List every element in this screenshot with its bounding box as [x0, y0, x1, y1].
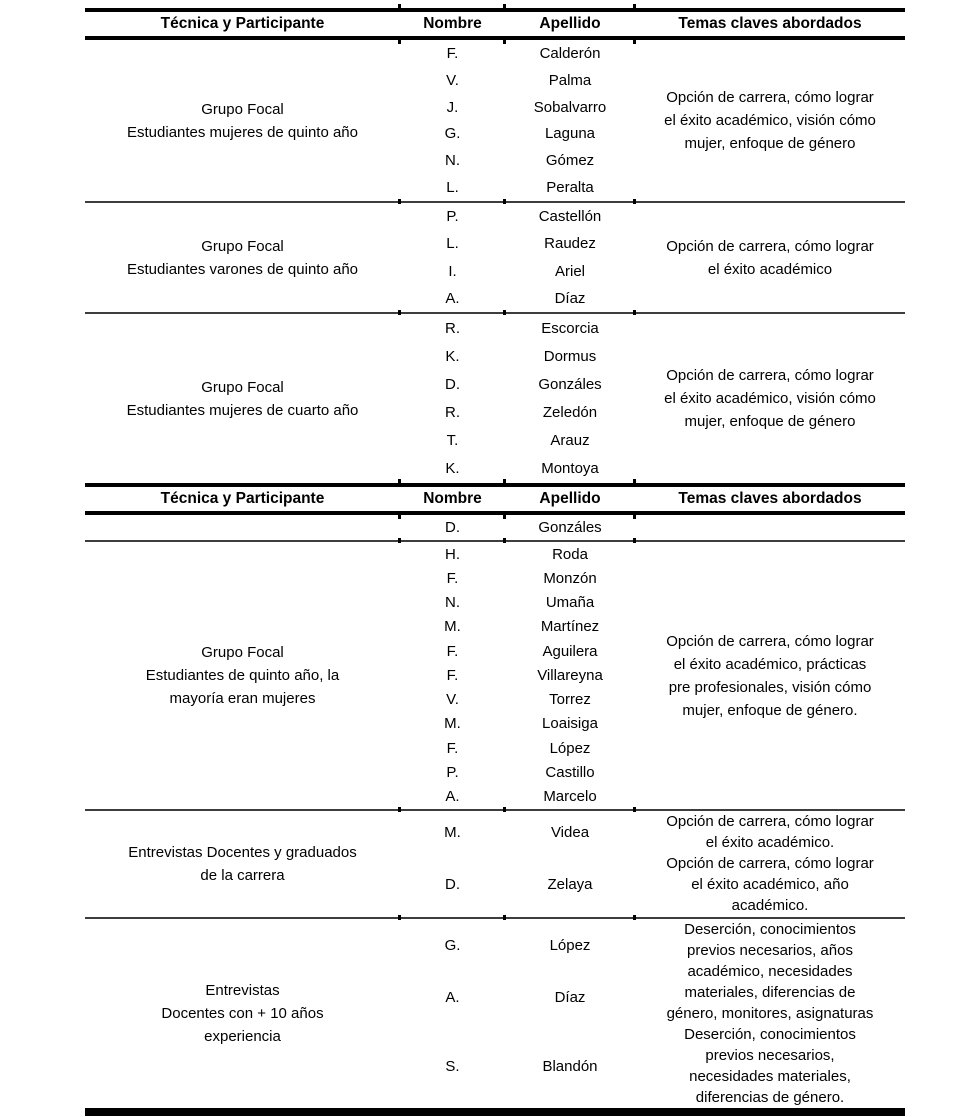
first-initial: F.: [446, 44, 459, 62]
last-name: Blandón: [542, 1057, 598, 1075]
table-2-header: [85, 487, 905, 515]
first-initial: A.: [445, 788, 460, 806]
subrows: [400, 811, 905, 917]
first-initial: T.: [446, 432, 459, 450]
last-name: Montoya: [541, 460, 599, 478]
temas-cell: [635, 542, 905, 809]
subrow: [400, 515, 905, 540]
first-initial: D.: [445, 876, 460, 893]
temas-cell: [635, 314, 905, 483]
nombre-cell: [400, 515, 505, 540]
nombre-cell: [400, 1024, 505, 1108]
column-boundary-tick: [633, 479, 636, 484]
tema-line: género, monitores, asignaturas: [666, 1005, 874, 1022]
tema-line: Deserción, conocimientos: [684, 1026, 856, 1043]
table-1-header: [85, 12, 905, 40]
column-boundary-tick: [633, 915, 636, 920]
last-name: Sobalvarro: [533, 98, 607, 116]
first-initial: G.: [444, 936, 461, 954]
first-initial: I.: [448, 262, 457, 280]
last-name: Zelaya: [547, 876, 593, 893]
apellido-cell: [505, 1024, 635, 1108]
column-boundary-tick: [398, 310, 401, 315]
last-name: Torrez: [549, 691, 591, 709]
subrows: [400, 919, 905, 1108]
last-name: Marcelo: [543, 788, 597, 806]
last-name: Díaz: [554, 989, 586, 1007]
first-initial: K.: [445, 460, 460, 478]
temas-cell: [635, 1024, 905, 1108]
last-name: Calderón: [539, 44, 601, 62]
participante-cell: [85, 203, 400, 312]
tema-line: el éxito académico, visión cómo: [664, 112, 876, 129]
tema-line: previos necesarios, años: [687, 942, 853, 959]
last-name: Castellón: [538, 208, 602, 226]
temas-cell: [635, 853, 905, 916]
tema-line: el éxito académico.: [705, 834, 835, 851]
subrow: [400, 1024, 905, 1108]
participante-line: Grupo Focal: [201, 644, 284, 661]
nombre-cell: [400, 811, 505, 853]
header-tecnica-participante: Técnica y Participante: [160, 15, 325, 32]
first-initial: M.: [444, 715, 461, 733]
first-initial: M.: [444, 823, 461, 841]
first-initial: J.: [446, 98, 459, 116]
temas-cell: [635, 515, 905, 540]
nombre-cell: [400, 853, 505, 916]
nombre-cell: [400, 919, 505, 1024]
participante-line: Grupo Focal: [201, 237, 284, 255]
last-name: López: [549, 936, 591, 954]
subrow: [400, 314, 905, 483]
participante-line: Estudiantes varones de quinto año: [127, 260, 358, 278]
participante-line: Entrevistas Docentes y graduados: [128, 844, 357, 861]
column-boundary-tick: [398, 479, 401, 484]
column-boundary-tick: [503, 4, 506, 9]
subrow: [400, 919, 905, 1024]
first-initial: F.: [446, 569, 459, 587]
first-initial: K.: [445, 347, 460, 365]
subrows: [400, 40, 905, 201]
subrows: [400, 542, 905, 809]
first-initial: L.: [446, 235, 459, 253]
first-initial: N.: [445, 152, 460, 170]
tema-line: diferencias de género.: [695, 1089, 845, 1106]
section-row: [85, 515, 905, 540]
participante-line: Docentes con + 10 años: [161, 1005, 324, 1022]
apellido-cell: [505, 40, 635, 201]
first-initial: S.: [445, 1057, 460, 1075]
apellido-cell: [505, 919, 635, 1024]
subrow: [400, 811, 905, 853]
tema-line: el éxito académico: [707, 260, 833, 278]
column-boundary-tick: [503, 199, 506, 204]
header-apellido: Apellido: [539, 490, 601, 507]
tema-line: el éxito académico, visión cómo: [664, 390, 876, 407]
last-name: Laguna: [544, 125, 596, 143]
tema-line: académico.: [731, 897, 809, 914]
first-initial: H.: [445, 545, 460, 563]
participante-cell: [85, 515, 400, 540]
column-boundary-tick: [633, 538, 636, 543]
subrow: [400, 853, 905, 916]
subrows: [400, 515, 905, 540]
participante-cell: [85, 919, 400, 1108]
tema-line: pre profesionales, visión cómo: [668, 678, 872, 696]
header-nombre: Nombre: [423, 490, 482, 507]
first-initial: F.: [446, 666, 459, 684]
tema-line: Opción de carrera, cómo lograr: [666, 89, 874, 106]
last-name: Gonzáles: [538, 519, 602, 536]
participante-line: Estudiantes mujeres de quinto año: [127, 123, 358, 141]
participante-line: Estudiantes de quinto año, la: [145, 667, 340, 684]
column-boundary-tick: [398, 915, 401, 920]
apellido-cell: [505, 811, 635, 853]
first-initial: F.: [446, 739, 459, 757]
subrow: [400, 203, 905, 312]
last-name: Loaisiga: [542, 715, 598, 733]
participante-cell: [85, 811, 400, 917]
column-boundary-tick: [398, 4, 401, 9]
tema-line: Opción de carrera, cómo lograr: [666, 813, 874, 830]
column-boundary-tick: [503, 915, 506, 920]
section-row: [85, 809, 905, 917]
nombre-cell: [400, 40, 505, 201]
last-name: Roda: [552, 545, 588, 563]
first-initial: F.: [446, 642, 459, 660]
temas-cell: [635, 40, 905, 201]
apellido-cell: [505, 314, 635, 483]
tema-line: mujer, enfoque de género.: [682, 701, 858, 719]
last-name: Monzón: [543, 569, 597, 587]
participante-line: mayoría eran mujeres: [169, 690, 316, 707]
header-temas-claves: Temas claves abordados: [678, 490, 862, 507]
last-name: López: [549, 739, 591, 757]
tema-line: mujer, enfoque de género: [684, 413, 856, 430]
last-name: Videa: [550, 823, 590, 841]
participante-line: Grupo Focal: [201, 378, 284, 396]
column-boundary-tick: [503, 479, 506, 484]
participante-line: Grupo Focal: [201, 100, 284, 118]
last-name: Peralta: [546, 179, 594, 197]
tema-line: Opción de carrera, cómo lograr: [666, 632, 874, 650]
last-name: Villareyna: [537, 666, 603, 684]
table-1: [85, 8, 905, 483]
last-name: Gómez: [545, 152, 595, 170]
participante-line: de la carrera: [200, 867, 285, 884]
last-name: Umaña: [545, 594, 595, 612]
table-2: [85, 483, 905, 1116]
section-row: [85, 917, 905, 1108]
column-boundary-tick: [633, 807, 636, 812]
column-boundary-tick: [503, 807, 506, 812]
nombre-cell: [400, 203, 505, 312]
tema-line: previos necesarios,: [705, 1047, 835, 1064]
column-boundary-tick: [398, 538, 401, 543]
participante-cell: [85, 40, 400, 201]
section-row: [85, 540, 905, 809]
subrows: [400, 314, 905, 483]
first-initial: M.: [444, 618, 461, 636]
first-initial: V.: [446, 71, 459, 89]
last-name: Ariel: [554, 262, 585, 280]
first-initial: A.: [445, 289, 460, 307]
subrow: [400, 40, 905, 201]
column-boundary-tick: [503, 538, 506, 543]
header-tecnica-participante: Técnica y Participante: [160, 490, 325, 507]
table-2-body: [85, 515, 905, 1108]
participante-line: experiencia: [204, 1028, 281, 1045]
first-initial: R.: [445, 404, 460, 422]
participante-line: Estudiantes mujeres de cuarto año: [126, 401, 359, 419]
last-name: Aguilera: [542, 642, 598, 660]
first-initial: D.: [445, 519, 460, 536]
nombre-cell: [400, 314, 505, 483]
last-name: Martínez: [540, 618, 600, 636]
nombre-cell: [400, 542, 505, 809]
first-initial: R.: [445, 319, 460, 337]
section-row: [85, 312, 905, 483]
section-row: [85, 40, 905, 201]
tema-line: Deserción, conocimientos: [684, 921, 856, 938]
subrows: [400, 203, 905, 312]
tema-line: Opción de carrera, cómo lograr: [666, 367, 874, 384]
tema-line: el éxito académico, año: [691, 876, 849, 893]
column-boundary-tick: [633, 199, 636, 204]
first-initial: D.: [445, 375, 460, 393]
apellido-cell: [505, 542, 635, 809]
subrow: [400, 542, 905, 809]
first-initial: A.: [445, 989, 460, 1007]
last-name: Palma: [548, 71, 592, 89]
tema-line: Opción de carrera, cómo lograr: [666, 237, 874, 255]
last-name: Gonzáles: [538, 375, 602, 393]
last-name: Díaz: [554, 289, 586, 307]
tema-line: el éxito académico, prácticas: [673, 655, 867, 673]
participante-cell: [85, 314, 400, 483]
last-name: Dormus: [543, 347, 597, 365]
first-initial: N.: [445, 594, 460, 612]
first-initial: P.: [446, 764, 459, 782]
header-apellido: Apellido: [539, 15, 601, 32]
tema-line: materiales, diferencias de: [684, 984, 856, 1001]
tema-line: mujer, enfoque de género: [684, 135, 856, 152]
section-row: [85, 201, 905, 312]
column-boundary-tick: [633, 310, 636, 315]
apellido-cell: [505, 853, 635, 916]
participante-cell: [85, 542, 400, 809]
first-initial: V.: [446, 691, 459, 709]
last-name: Escorcia: [541, 319, 599, 337]
column-boundary-tick: [398, 807, 401, 812]
last-name: Castillo: [545, 764, 595, 782]
column-boundary-tick: [398, 199, 401, 204]
last-name: Arauz: [550, 432, 590, 450]
first-initial: L.: [446, 179, 459, 197]
tema-line: Opción de carrera, cómo lograr: [666, 855, 874, 872]
temas-cell: [635, 919, 905, 1024]
apellido-cell: [505, 203, 635, 312]
temas-cell: [635, 811, 905, 853]
temas-cell: [635, 203, 905, 312]
header-nombre: Nombre: [423, 15, 482, 32]
document: [85, 8, 905, 1116]
first-initial: G.: [444, 125, 461, 143]
first-initial: P.: [446, 208, 459, 226]
column-boundary-tick: [633, 4, 636, 9]
tema-line: necesidades materiales,: [689, 1068, 851, 1085]
column-boundary-tick: [503, 310, 506, 315]
table-1-body: [85, 40, 905, 483]
apellido-cell: [505, 515, 635, 540]
last-name: Raudez: [544, 235, 596, 253]
participante-line: Entrevistas: [205, 982, 280, 999]
header-temas-claves: Temas claves abordados: [678, 15, 862, 32]
last-name: Zeledón: [542, 404, 598, 422]
tema-line: académico, necesidades: [687, 963, 853, 980]
